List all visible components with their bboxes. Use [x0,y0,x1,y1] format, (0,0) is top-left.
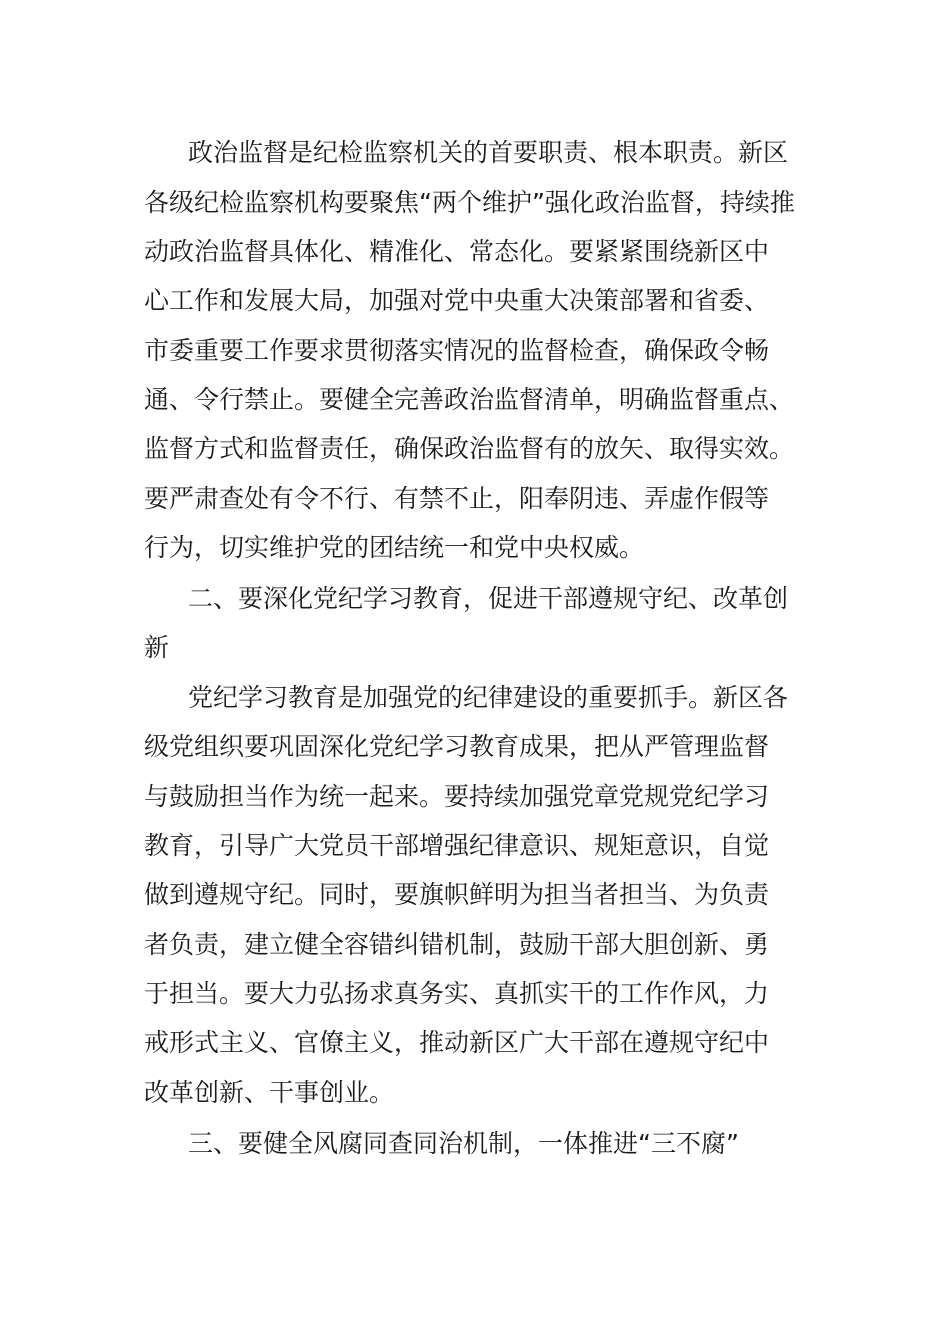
paragraph-line: 各级纪检监察机构要聚焦“两个维护”强化政治监督，持续推 [144,188,795,217]
section-heading-2: 二、要深化党纪学习教育，促进干部遵规守纪、改革创 [188,584,789,613]
paragraph-line: 心工作和发展大局，加强对党中央重大决策部署和省委、 [144,286,770,315]
paragraph-line: 做到遵规守纪。同时，要旗帜鲜明为担当者担当、为负责 [144,880,770,909]
paragraph-line: 者负责，建立健全容错纠错机制，鼓励干部大胆创新、勇 [144,930,770,959]
paragraph-line: 监督方式和监督责任，确保政治监督有的放矢、取得实效。 [144,434,795,463]
paragraph-line: 动政治监督具体化、精准化、常态化。要紧紧围绕新区中 [144,237,770,266]
paragraph-line: 通、令行禁止。要健全完善政治监督清单，明确监督重点、 [144,385,795,414]
paragraph-line: 戒形式主义、官僚主义，推动新区广大干部在遵规守纪中 [144,1028,770,1057]
paragraph-line: 与鼓励担当作为统一起来。要持续加强党章党规党纪学习 [144,782,770,811]
paragraph-line: 政治监督是纪检监察机关的首要职责、根本职责。新区 [188,138,789,167]
paragraph-line: 级党组织要巩固深化党纪学习教育成果，把从严管理监督 [144,732,770,761]
paragraph-line: 教育，引导广大党员干部增强纪律意识、规矩意识，自觉 [144,831,770,860]
section-heading-3: 三、要健全风腐同查同治机制，一体推进“三不腐” [188,1129,739,1158]
paragraph-line: 党纪学习教育是加强党的纪律建设的重要抓手。新区各 [188,683,789,712]
paragraph-line: 于担当。要大力弘扬求真务实、真抓实干的工作作风，力 [144,979,770,1008]
paragraph-line: 市委重要工作要求贯彻落实情况的监督检查，确保政令畅 [144,336,770,365]
paragraph-line: 行为，切实维护党的团结统一和党中央权威。 [144,533,645,562]
section-heading-2-continued: 新 [144,633,170,662]
paragraph-line: 要严肃查处有令不行、有禁不止，阳奉阴违、弄虚作假等 [144,484,770,513]
paragraph-line: 改革创新、干事创业。 [144,1078,395,1107]
